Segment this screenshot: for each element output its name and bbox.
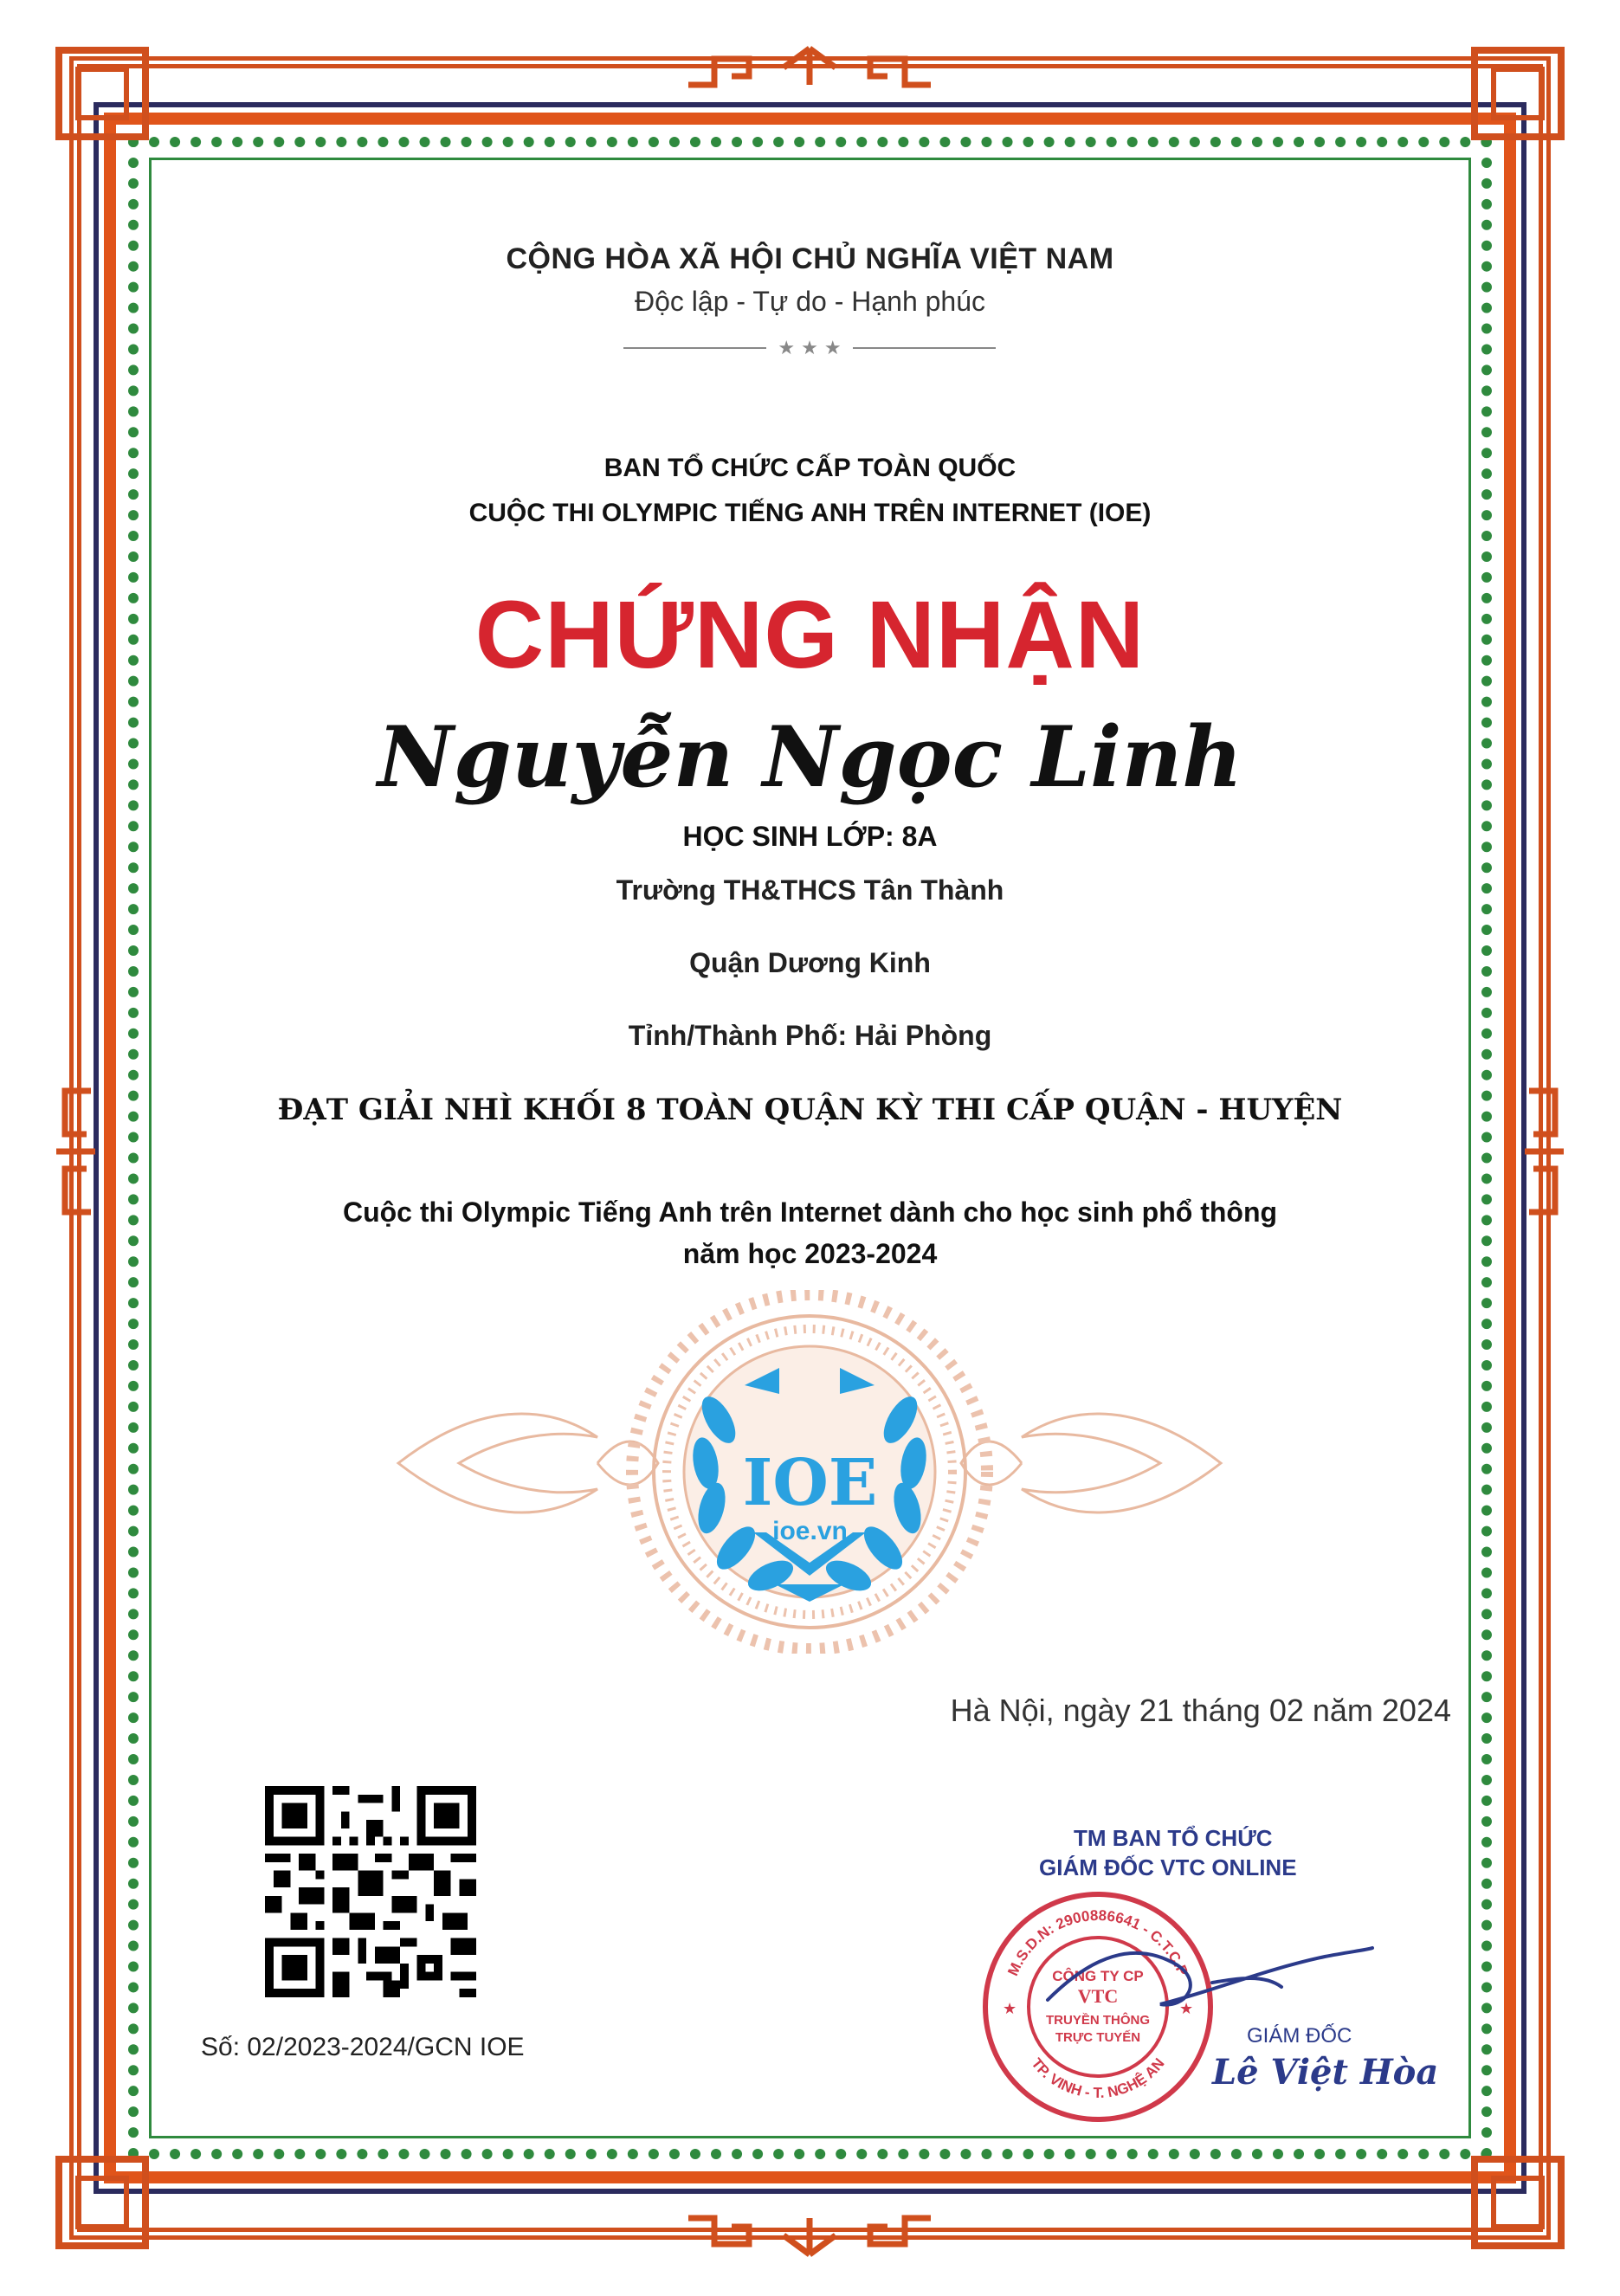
school-name: Trường TH&THCS Tân Thành [616,874,1004,906]
handwritten-signature-icon [1039,1905,1377,2035]
seal-bottom-text: TP. VINH - T. NGHỆ AN [1028,2054,1168,2102]
signer-name: Lê Việt Hòa [1212,2052,1439,2093]
bottom-center-ornament-icon [680,2209,939,2261]
national-motto: Độc lập - Tự do - Hạnh phúc [634,286,986,317]
signature-org-line-1: TM BAN TỔ CHỨC [1074,1825,1273,1851]
country-name: CỘNG HÒA XÃ HỘI CHỦ NGHĨA VIỆT NAM [506,242,1114,275]
ioe-logo-text: IOE [742,1446,878,1520]
svg-text:★: ★ [1179,2000,1194,2018]
seal-line-2: VTC [1077,1985,1119,2007]
award-text: ĐẠT GIẢI NHÌ KHỐI 8 TOÀN QUẬN KỲ THI CẤP QUẬN - HUYỆN [277,1093,1343,1127]
star-divider-icon [623,339,996,357]
svg-text:★ ★ ★: ★ ★ ★ [778,339,842,357]
contest-description-line-1: Cuộc thi Olympic Tiếng Anh trên Internet dành cho học sinh phổ thông [342,1196,1278,1228]
contest-description-line-2: năm học 2023-2024 [682,1238,938,1269]
signer-role: GIÁM ĐỐC [1247,2024,1352,2048]
certificate-title: CHỨNG NHẬN [474,582,1146,688]
seal-line-1: CÔNG TY CP [1052,1968,1144,1984]
seal-line-3: TRUYỀN THÔNG [1046,2013,1150,2028]
seal-line-4: TRỰC TUYẾN [1055,2030,1141,2045]
recipient-name: Nguyễn Ngọc Linh [377,708,1243,806]
corner-ornament-icon [52,43,156,147]
qr-code-icon[interactable] [265,1786,476,1997]
signature-org-line-2: GIÁM ĐỐC VTC ONLINE [1039,1854,1297,1880]
student-class: HỌC SINH LỚP: 8A [682,821,938,852]
district-name: Quận Dương Kinh [689,947,931,978]
svg-text:★: ★ [1003,2000,1017,2018]
svg-text:TP. VINH - T. NGHỆ AN [1028,2055,1167,2101]
seal-ring-text: M.S.D.N: 2900886641 - C.T.C.P [1004,1906,1191,1979]
issue-date: Hà Nội, ngày 21 tháng 02 năm 2024 [950,1693,1451,1728]
province-name: Tỉnh/Thành Phố: Hải Phòng [628,1020,992,1051]
corner-ornament-icon [1464,43,1568,147]
certificate-serial-number: Số: 02/2023-2024/GCN IOE [201,2033,525,2061]
ioe-website: ioe.vn [772,1517,848,1545]
corner-ornament-icon [52,2149,156,2253]
organizer-line-1: BAN TỔ CHỨC CẤP TOÀN QUỐC [603,454,1017,482]
corner-ornament-icon [1464,2149,1568,2253]
organizer-line-2: CUỘC THI OLYMPIC TIẾNG ANH TRÊN INTERNET (IOE) [468,499,1152,527]
top-center-ornament-icon [680,42,939,94]
